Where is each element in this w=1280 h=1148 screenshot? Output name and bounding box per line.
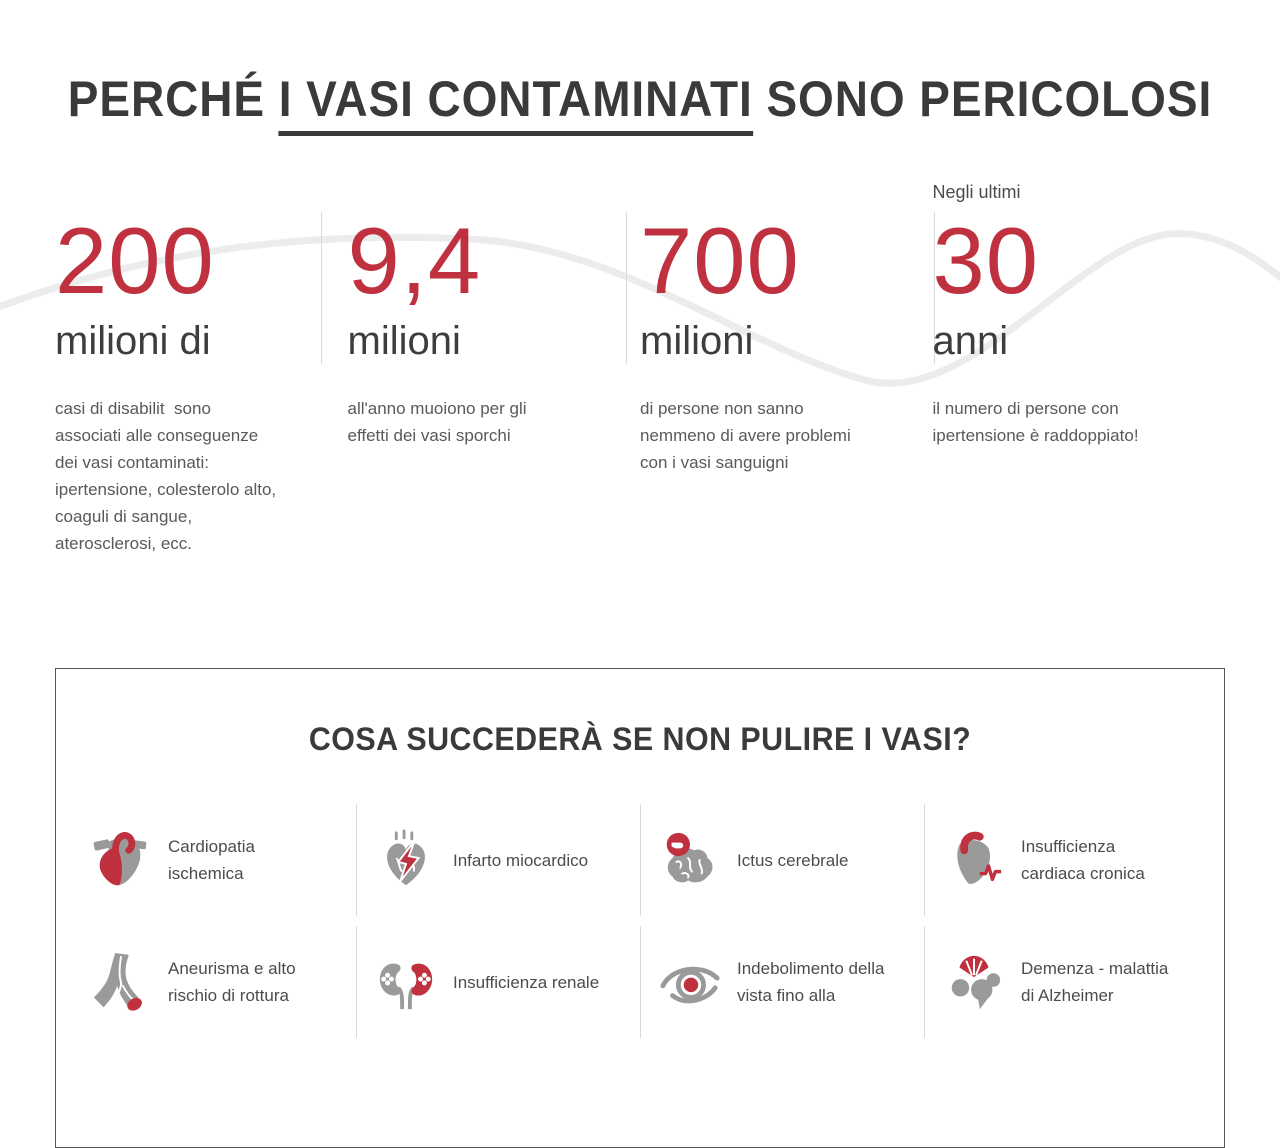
consequence-item-demenza (924, 926, 1208, 1038)
stat-number: 700 (640, 208, 800, 313)
consequence-label: Aneurisma e alto rischio di rottura (168, 959, 296, 1005)
stat-yearly-deaths (348, 182, 641, 557)
stats-row (55, 182, 1225, 557)
consequence-item-ictus (640, 804, 924, 916)
consequences-box (55, 668, 1225, 1148)
alzheimer-dementia-icon (943, 951, 1005, 1013)
ischemic-heart-icon (90, 829, 152, 891)
stat-description: all'anno muoiono per gli effetti dei vasi sporchi (347, 398, 527, 445)
page-title-pre: PERCHÉ (67, 71, 266, 127)
consequence-item-insufficienza-renale (356, 926, 640, 1038)
consequence-item-aneurisma (72, 926, 356, 1038)
consequences-grid (72, 804, 1208, 1038)
consequences-heading: COSA SUCCEDERÀ SE NON PULIRE I VASI? (308, 721, 972, 757)
chronic-heart-failure-icon (943, 829, 1005, 891)
stat-number: 9,4 (347, 208, 482, 313)
stat-description: casi di disabilit sono associati alle conseguenze dei vasi contaminati: ipertensione, colesterolo alto, coaguli di sangue, aterosclerosi, ecc. (55, 398, 277, 553)
consequence-label: Ictus cerebrale (737, 850, 849, 870)
consequence-item-vista (640, 926, 924, 1038)
consequence-item-infarto (356, 804, 640, 916)
page-title-underlined: I VASI CONTAMINATI (279, 73, 753, 136)
consequence-item-cardiopatia (72, 804, 356, 916)
cerebral-stroke-icon (659, 829, 721, 891)
stat-hypertension-years (933, 182, 1226, 557)
stat-kicker: Negli ultimi (932, 182, 1021, 202)
stat-unit: milioni (347, 318, 461, 363)
stat-description: di persone non sanno nemmeno di avere problemi con i vasi sanguigni (640, 398, 851, 472)
stat-description: il numero di persone con ipertensione è raddoppiato! (932, 398, 1139, 445)
stat-number: 200 (55, 208, 215, 313)
stat-number: 30 (932, 208, 1040, 313)
consequence-label: Cardiopatia ischemica (168, 837, 255, 883)
page-title-post: SONO PERICOLOSI (766, 71, 1213, 127)
renal-failure-icon (375, 951, 437, 1013)
stat-unit: milioni (640, 318, 754, 363)
consequence-label: Demenza - malattia di Alzheimer (1021, 959, 1169, 1005)
vision-loss-icon (659, 951, 721, 1013)
consequence-item-insufficienza-cardiaca (924, 804, 1208, 916)
stat-unaware-people (640, 182, 933, 557)
consequence-label: Insufficienza cardiaca cronica (1021, 837, 1145, 883)
aneurysm-icon (90, 951, 152, 1013)
myocardial-infarction-icon (375, 829, 437, 891)
consequence-label: Infarto miocardico (453, 850, 589, 870)
stat-unit: milioni di (55, 318, 211, 363)
stat-unit: anni (932, 318, 1009, 363)
consequence-label: Indebolimento della vista fino alla (737, 959, 885, 1005)
consequence-label: Insufficienza renale (453, 972, 600, 992)
page-title (51, 70, 1229, 136)
stat-disability-cases (55, 182, 348, 557)
